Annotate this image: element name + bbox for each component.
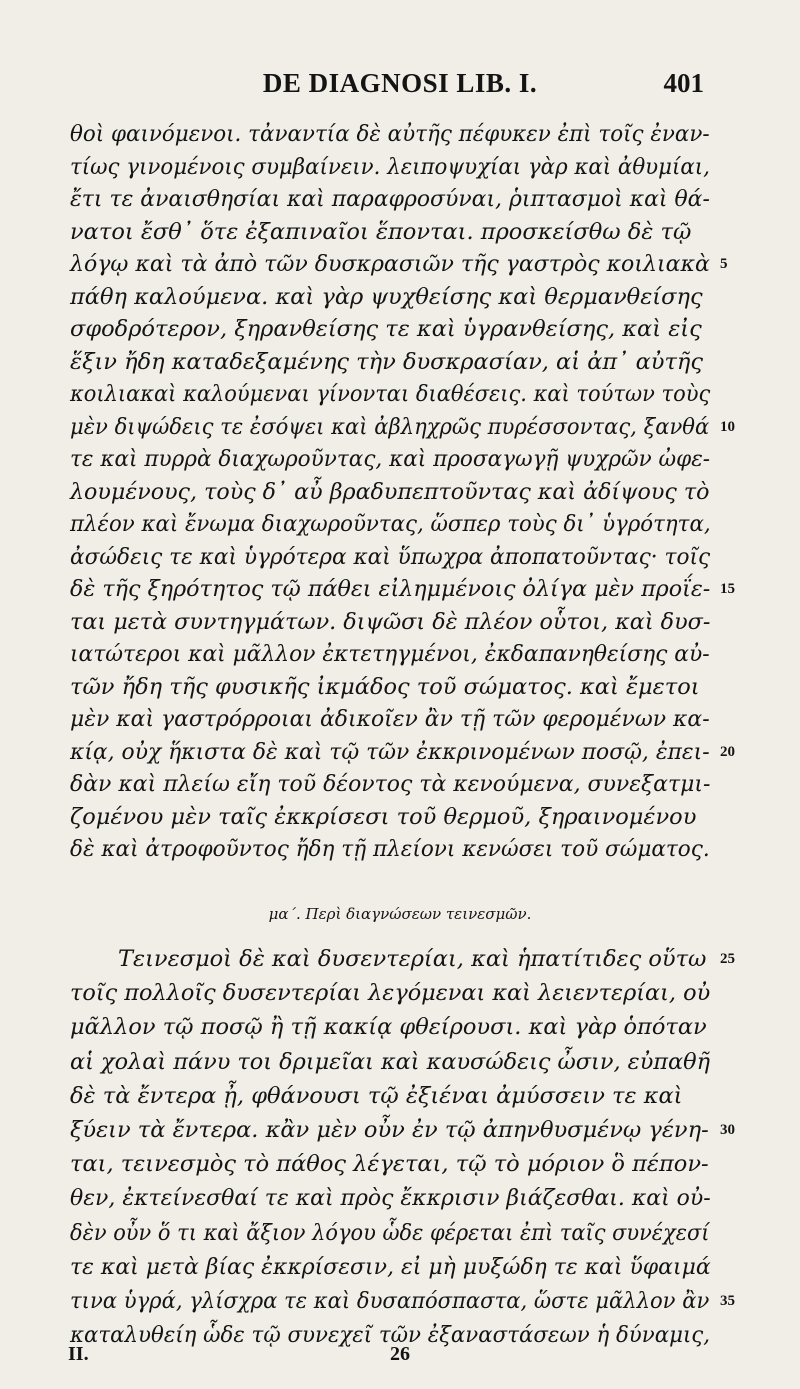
text-line <box>70 1181 710 1215</box>
line-text: κοιλιακαὶ καλούμεναι γίνονται διαθέσεις. καὶ τούτων τοὺς <box>70 381 711 407</box>
line-text: λουμένους, τοὺς δ᾽ αὖ βραδυπεπτοῦντας καὶ ἀδίψους τὸ <box>70 478 710 505</box>
text-block-second <box>70 942 735 1352</box>
line-text: θοὶ φαινόμενοι. τἀναντία δὲ αὐτῆς πέφυκεν ἐπὶ τοῖς ἐναν- <box>70 121 710 147</box>
text-line <box>70 1216 710 1250</box>
text-line <box>70 313 710 346</box>
line-text: ἔτι τε ἀναισθησίαι καὶ παραφροσύναι, ῥιπτασμοὶ καὶ θά- <box>70 186 710 212</box>
text-line <box>70 671 710 704</box>
text-line <box>70 346 710 379</box>
signature-mark-left: II. <box>68 1343 89 1365</box>
text-line <box>70 476 710 509</box>
line-text: ζομένου μὲν ταῖς ἐκκρίσεσι τοῦ θερμοῦ, ξηραινομένου <box>70 803 697 830</box>
text-line <box>70 281 710 314</box>
text-line <box>70 508 710 541</box>
text-line <box>70 801 710 834</box>
text-line <box>70 411 735 444</box>
line-text: ιατώτεροι καὶ μᾶλλον ἐκτετηγμένοι, ἐκδαπανηθείσης αὐ- <box>70 641 710 667</box>
line-text: λόγῳ καὶ τὰ ἀπὸ τῶν δυσκρασιῶν τῆς γαστρὸς κοιλιακὰ <box>70 251 710 277</box>
text-line <box>70 833 710 866</box>
line-text: δὲ τῆς ξηρότητος τῷ πάθει εἰλημμένοις ὀλίγα μὲν προΐε- <box>70 576 711 602</box>
line-number: 10 <box>720 418 735 435</box>
text-line <box>70 443 710 476</box>
text-line <box>70 736 735 769</box>
line-text: δὲ καὶ ἀτροφοῦντος ἤδη τῇ πλείονι κενώσει τοῦ σώματος. <box>70 836 710 862</box>
page-number: 401 <box>663 68 704 98</box>
line-text: ἕξιν ἤδη καταδεξαμένης τὴν δυσκρασίαν, αἱ ἀπ᾽ αὐτῆς <box>70 348 704 375</box>
text-line <box>70 703 710 736</box>
line-text: θεν, ἐκτείνεσθαί τε καὶ πρὸς ἔκκρισιν βιάζεσθαι. καὶ οὐ- <box>70 1185 711 1212</box>
line-text: ται, τεινεσμὸς τὸ πάθος λέγεται, τῷ τὸ μόριον ὃ πέπον- <box>70 1151 709 1178</box>
text-line <box>70 1147 710 1181</box>
line-number: 25 <box>720 951 735 967</box>
signature-mark-center: 26 <box>390 1343 410 1365</box>
text-line <box>70 1045 710 1079</box>
line-text: ται μετὰ συντηγμάτων. διψῶσι δὲ πλέον οὗτοι, καὶ δυσ- <box>70 608 711 635</box>
line-text: τινα ὑγρά, γλίσχρα τε καὶ δυσαπόσπαστα, ὥστε μᾶλλον ἂν <box>70 1287 710 1314</box>
text-line <box>70 216 710 249</box>
text-line <box>70 1284 735 1318</box>
line-text: δὰν καὶ πλείω εἴη τοῦ δέοντος τὰ κενούμενα, συνεξατμι- <box>70 771 711 797</box>
section-heading: μα΄. Περὶ διαγνώσεων τεινεσμῶν. <box>268 905 532 923</box>
page-header <box>0 68 800 108</box>
line-text: καταλυθείη ὧδε τῷ συνεχεῖ τῶν ἐξαναστάσεων ἡ δύναμις, <box>70 1322 711 1349</box>
text-line <box>70 1250 710 1284</box>
line-text: τε καὶ μετὰ βίας ἐκκρίσεσιν, εἰ μὴ μυξώδη τε καὶ ὕφαιμά <box>70 1253 711 1280</box>
text-line <box>70 1079 710 1113</box>
text-line <box>70 151 710 184</box>
line-number: 35 <box>720 1292 735 1309</box>
line-text: τε καὶ πυρρὰ διαχωροῦντας, καὶ προσαγωγῇ ψυχρῶν ὠφε- <box>70 446 711 472</box>
line-number: 20 <box>720 743 735 760</box>
text-line <box>70 768 710 801</box>
line-text: σφοδρότερον, ξηρανθείσης τε καὶ ὑγρανθείσης, καὶ εἰς <box>70 316 702 342</box>
line-text: δὲ τὰ ἔντερα ᾖ, φθάνουσι τῷ ἐξιέναι ἀμύσσειν τε καὶ <box>70 1082 683 1109</box>
text-line <box>70 118 710 151</box>
text-block-first <box>70 118 735 866</box>
text-line <box>70 573 735 606</box>
text-line <box>70 183 710 216</box>
line-text: νατοι ἔσθ᾽ ὅτε ἐξαπιναῖοι ἕπονται. προσκείσθω δὲ τῷ <box>70 218 692 245</box>
line-text: πλέον καὶ ἔνωμα διαχωροῦντας, ὥσπερ τοὺς δι᾽ ὑγρότητα, <box>70 511 711 537</box>
text-line <box>70 942 735 976</box>
line-number: 15 <box>720 581 735 597</box>
text-line <box>70 1010 710 1044</box>
page-footer <box>0 1343 800 1373</box>
text-line <box>70 606 710 639</box>
line-text: αἱ χολαὶ πάνυ τοι δριμεῖαι καὶ καυσώδεις ὦσιν, εὐπαθῆ <box>70 1048 711 1075</box>
line-text: τῶν ἤδη τῆς φυσικῆς ἰκμάδος τοῦ σώματος. καὶ ἔμετοι <box>70 673 700 700</box>
line-text: μὲν καὶ γαστρόρροιαι ἀδικοῖεν ἂν τῇ τῶν φερομένων κα- <box>70 706 710 732</box>
line-text: Τεινεσμοὶ δὲ καὶ δυσεντερίαι, καὶ ἡπατίτιδες οὕτω <box>118 946 707 972</box>
line-text: πάθη καλούμενα. καὶ γὰρ ψυχθείσης καὶ θερμανθείσης <box>70 283 703 310</box>
line-text: δὲν οὖν ὅ τι καὶ ἄξιον λόγου ὧδε φέρεται ἐπὶ ταῖς συνέχεσί <box>70 1219 710 1246</box>
text-line <box>70 248 728 281</box>
text-line <box>70 1113 735 1147</box>
line-text: κίᾳ, οὐχ ἥκιστα δὲ καὶ τῷ τῶν ἐκκρινομένων ποσῷ, ἐπει- <box>70 738 710 765</box>
text-line <box>70 541 710 574</box>
line-text: ἀσώδεις τε καὶ ὑγρότερα καὶ ὕπωχρα ἀποπατοῦντας· τοῖς <box>70 543 711 570</box>
line-text: μᾶλλον τῷ ποσῷ ἢ τῇ κακίᾳ φθείρουσι. καὶ γὰρ ὁπόταν <box>70 1014 707 1041</box>
text-line <box>70 638 710 671</box>
line-number: 5 <box>720 256 728 272</box>
text-line <box>70 378 710 411</box>
line-text: τίως γινομένοις συμβαίνειν. λειποψυχίαι γὰρ καὶ ἀθυμίαι, <box>70 153 710 180</box>
text-line <box>70 976 710 1010</box>
line-text: ξύειν τὰ ἔντερα. κἂν μὲν οὖν ἐν τῷ ἀπηνθυσμένῳ γένη- <box>70 1116 709 1143</box>
line-number: 30 <box>720 1121 735 1138</box>
line-text: τοῖς πολλοῖς δυσεντερίαι λεγόμεναι καὶ λειεντερίαι, οὐ <box>70 980 711 1007</box>
line-text: μὲν διψώδεις τε ἐσόψει καὶ ἀβληχρῶς πυρέσσοντας, ξανθά <box>70 413 710 440</box>
running-title: DE DIAGNOSI LIB. I. <box>262 68 538 98</box>
